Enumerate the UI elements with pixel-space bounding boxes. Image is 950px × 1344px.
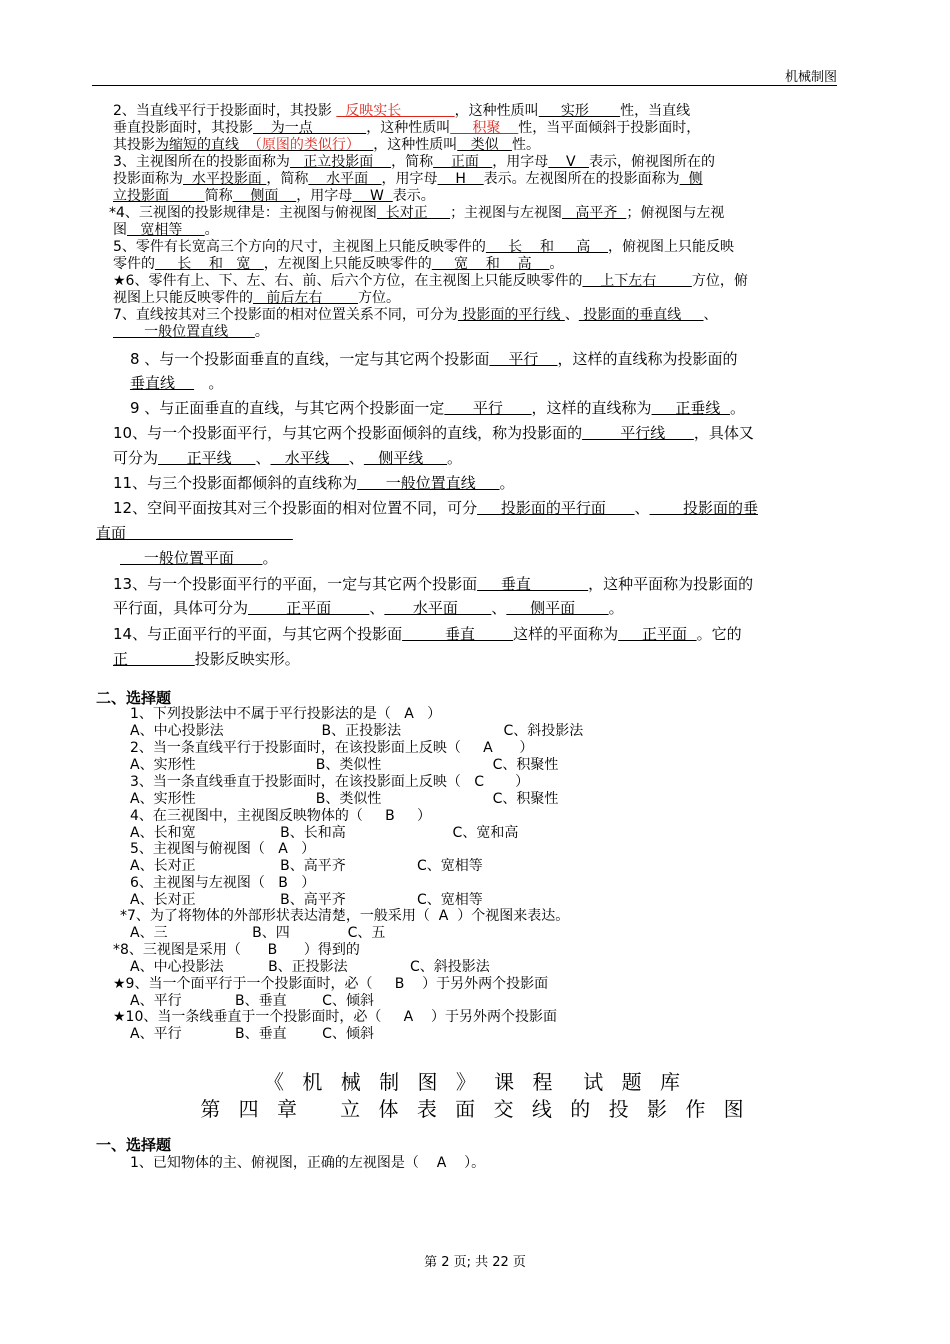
- fill-line: 8 、与一个投影面垂直的直线，一定与其它两个投影面 平行 ，这样的直线称为投影面的: [130, 350, 738, 368]
- fill-line: 视图上只能反映零件的 前后左右 方位。: [113, 290, 400, 306]
- fill-line: 立投影面 简称 侧面 ，用字母 W 表示。: [113, 188, 435, 204]
- header-title: 机械制图: [784, 70, 837, 85]
- course-title: 《 机 械 制 图 》 课 程 试 题 库: [264, 1070, 686, 1094]
- choice-options: A、中心投影法 B、正投影法 C、斜投影法: [130, 723, 584, 739]
- fill-line: 垂直线 。: [130, 374, 224, 392]
- fill-line: 13、与一个投影面平行的平面，一定与其它两个投影面 垂直 ，这种平面称为投影面的: [113, 575, 754, 593]
- fill-line: 10、与一个投影面平行，与其它两个投影面倾斜的直线，称为投影面的 平行线 ，具体又: [113, 424, 754, 442]
- choice-question: 1、已知物体的主、俯视图，正确的左视图是（ A ）。: [130, 1155, 486, 1171]
- fill-line: 图 宽相等 。: [113, 222, 219, 238]
- fill-line: 平行面，具体可分为 正平面 、 水平面 、 侧平面 。: [113, 599, 624, 617]
- fill-line: 一般位置平面 。: [120, 549, 278, 567]
- choice-options: A、中心投影法 B、正投影法 C、斜投影法: [130, 959, 490, 975]
- choice-options: A、实形性 B、类似性 C、积聚性: [130, 791, 559, 807]
- choice-options: A、长对正 B、高平齐 C、宽相等: [130, 858, 483, 874]
- fill-line: 投影面称为 水平投影面 ，简称 水平面 ，用字母 H 表示。左视图所在的投影面称为 侧: [113, 171, 703, 187]
- choice-question: 2、当一条直线平行于投影面时，在该投影面上反映（ A ）: [130, 740, 534, 756]
- fill-line: 9 、与正面垂直的直线，与其它两个投影面一定 平行 ，这样的直线称为 正垂线 。: [130, 399, 745, 417]
- choice-options: A、三 B、四 C、五: [130, 925, 386, 941]
- chapter-title: 第 四 章 立 体 表 面 交 线 的 投 影 作 图: [200, 1097, 750, 1121]
- choice-question: 4、在三视图中，主视图反映物体的（ B ）: [130, 808, 432, 824]
- fill-line: 正 投影反映实形。: [113, 650, 300, 668]
- fill-line: *4、三视图的投影规律是：主视图与俯视图 长对正 ；主视图与左视图 高平齐 ；俯视图与左视: [109, 205, 725, 221]
- section-heading: 二、选择题: [96, 689, 172, 707]
- fill-line: 3、主视图所在的投影面称为 正立投影面 ，简称 正面 ，用字母 V 表示，俯视图所在的: [113, 154, 715, 170]
- fill-line: 零件的 长 和 宽 ，左视图上只能反映零件的 宽 和 高 。: [113, 256, 564, 272]
- choice-options: A、长对正 B、高平齐 C、宽相等: [130, 892, 483, 908]
- fill-line: 11、与三个投影面都倾斜的直线称为 一般位置直线 。: [113, 474, 515, 492]
- choice-options: A、长和宽 B、长和高 C、宽和高: [130, 825, 519, 841]
- fill-line: 其投影为缩短的直线 （原图的类似行） ，这种性质叫 类似 性。: [113, 137, 540, 153]
- fill-line: ★6、零件有上、下、左、右、前、后六个方位，在主视图上只能反映零件的 上下左右 方位，俯: [113, 273, 748, 289]
- choice-question: ★9、当一个面平行于一个投影面时，必（ B ）于另外两个投影面: [113, 976, 549, 992]
- section-heading: 一、选择题: [96, 1136, 172, 1154]
- choice-question: ★10、当一条线垂直于一个投影面时，必（ A ）于另外两个投影面: [113, 1009, 557, 1025]
- choice-question: 5、主视图与俯视图（ A ）: [130, 841, 316, 857]
- fill-line: 可分为 正平线 、 水平线 、 侧平线 。: [113, 449, 463, 467]
- fill-line: 7、直线按其对三个投影面的相对位置关系不同，可分为 投影面的平行线 、 投影面的垂直线 、: [113, 307, 718, 323]
- fill-line: 垂直投影面时，其投影 为一点 ，这种性质叫 积聚 性，当平面倾斜于投影面时，: [113, 120, 701, 136]
- choice-question: *8、三视图是采用（ B ）得到的: [113, 942, 360, 958]
- fill-line: 14、与正面平行的平面，与其它两个投影面 垂直 这样的平面称为 正平面 。它的: [113, 625, 742, 643]
- page-footer: 第 2 页; 共 22 页: [424, 1255, 526, 1270]
- choice-options: A、实形性 B、类似性 C、积聚性: [130, 757, 559, 773]
- choice-question: 6、主视图与左视图（ B ）: [130, 875, 316, 891]
- choice-question: *7、为了将物体的外部形状表达清楚，一般采用（ A ）个视图来表达。: [120, 908, 570, 924]
- header-rule: [92, 85, 837, 86]
- choice-question: 1、下列投影法中不属于平行投影法的是（ A ）: [130, 706, 442, 722]
- fill-line: 2、当直线平行于投影面时，其投影 反映实长 ，这种性质叫 实形 性，当直线: [113, 103, 691, 119]
- fill-line: 12、空间平面按其对三个投影面的相对位置不同，可分 投影面的平行面 、 投影面的垂: [113, 499, 758, 517]
- choice-question: 3、当一条直线垂直于投影面时，在该投影面上反映（ C ）: [130, 774, 530, 790]
- choice-options: A、平行 B、垂直 C、倾斜: [130, 993, 374, 1009]
- fill-line: 直面: [96, 524, 293, 542]
- fill-line: 一般位置直线 。: [113, 324, 269, 340]
- choice-options: A、平行 B、垂直 C、倾斜: [130, 1026, 374, 1042]
- fill-line: 5、零件有长宽高三个方向的尺寸，主视图上只能反映零件的 长 和 高 ，俯视图上只能反映: [113, 239, 735, 255]
